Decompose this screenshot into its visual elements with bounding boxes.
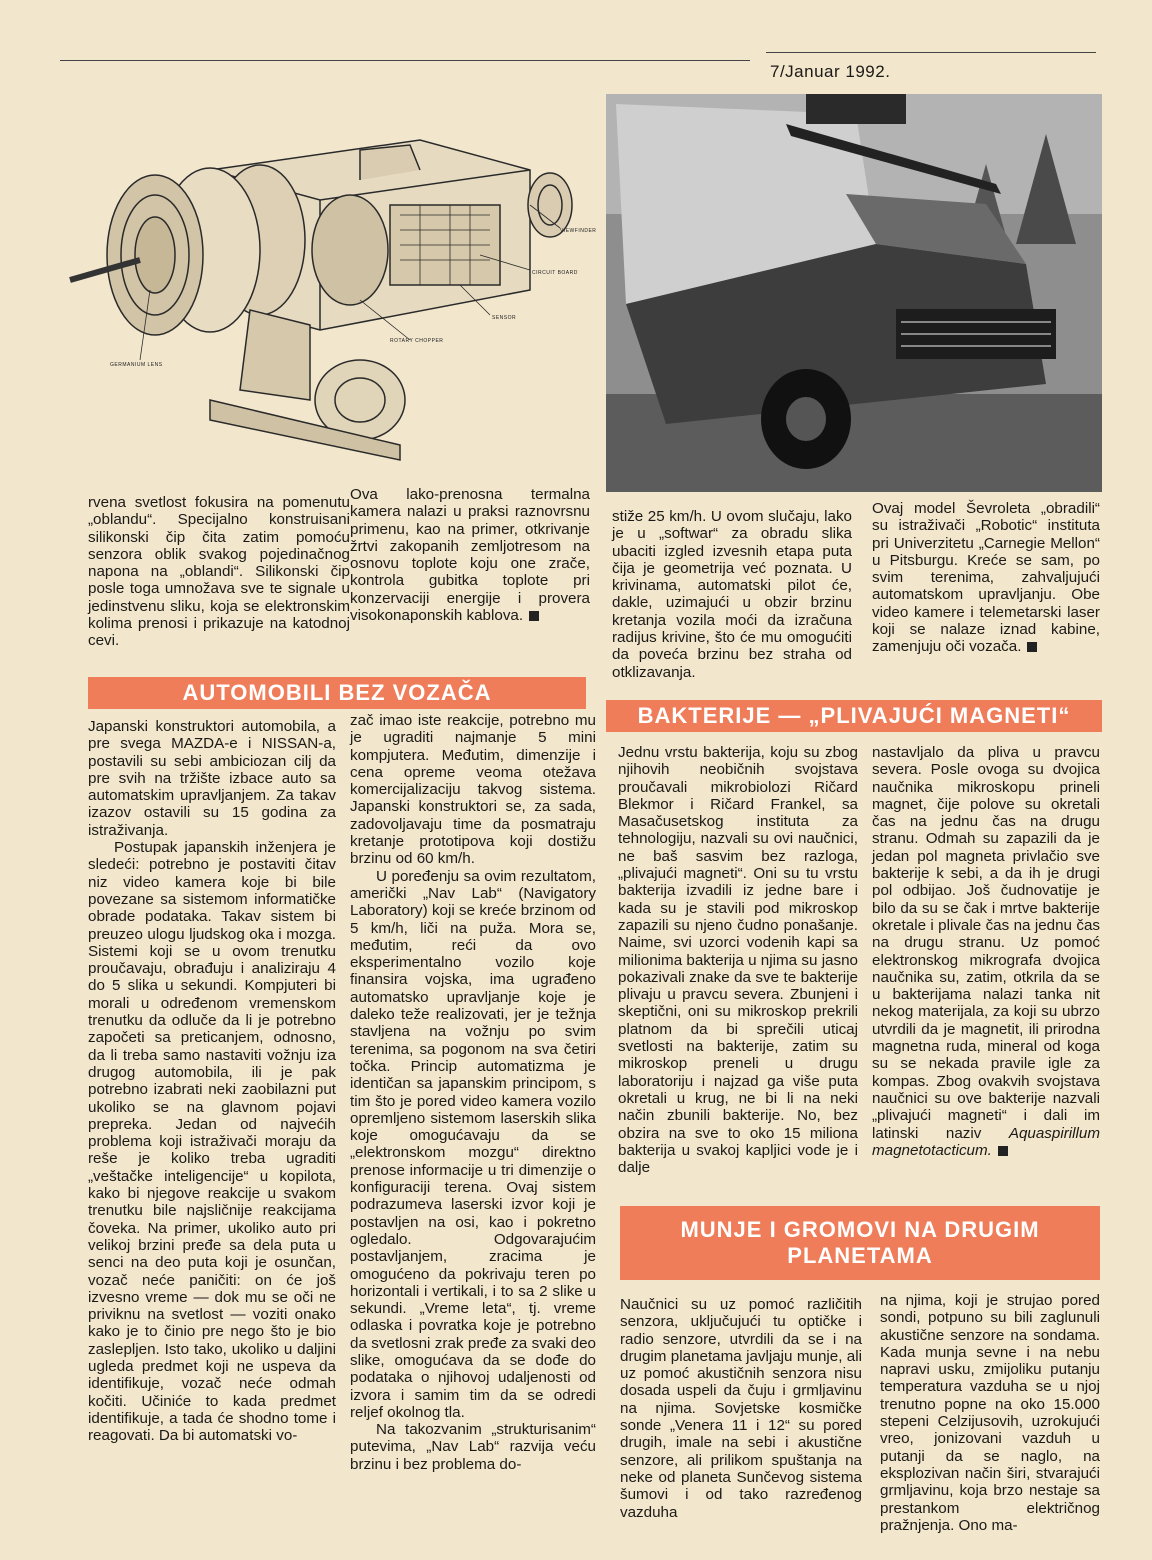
autos-article-col2-para1: zač imao iste reakcije, potrebno mu je ugraditi najmanje 5 mini kompjutera. Međutim, dimenzije i cena opreme veoma otežava komercijalizaciju takvog sistema. Japanski konstruktori se, za sada, zadovoljavaju time da posmatraju kretanje prototipova koji dostižu brzinu od 60 km/h. [350, 712, 596, 868]
autos-article-col2 [350, 712, 596, 1473]
bacteria-article-col2 [872, 744, 1100, 1159]
end-of-article-mark [529, 611, 539, 621]
bacteria-article-col1 [618, 744, 858, 1176]
van-photo-caption [872, 500, 1100, 656]
article-title-banner [620, 1206, 1100, 1280]
article-title-banner: AUTOMOBILI BEZ VOZAČA [88, 677, 586, 709]
label-sensor: SENSOR [492, 315, 517, 321]
autos-article-col3 [612, 508, 852, 681]
header-rule-left [60, 60, 750, 61]
lightning-article-col1 [620, 1296, 862, 1521]
label-viewfinder: VIEWFINDER [560, 228, 597, 234]
end-of-article-mark [998, 1146, 1008, 1156]
label-germanium-lens: GERMANIUM LENS [110, 362, 163, 368]
camera-article-col2 [350, 486, 590, 624]
bacteria-article-col2-text: nastavljalo da pliva u pravcu severa. Posle ovoga su dvojica naučnika mikroskopu prineli magnet, čije polove su okretali čas na jednu čas na drugu stranu. Odmah su zapazili da je jedan pol magneta privlačio sve bakterije k sebi, a da ih je drugi pol odbijao. Još čudnovatije je bilo da su se čak i mrtve bakterije okretale i plivale čas na jednu čas na drugu stranu. Uz pomoć elektronskog mikrografa dvojica naučnika su, zatim, otkrila da se u bakterijama nalazi tanka nit nekog materijala, za koji su ubrzo utvrdili da je magnetit, ili prirodna magnetna ruda, mineral od koga su se nekada pravile igle za kompas. Zbog ovakvih svojstava naučnici su ove bakterije nazvali „plivajući magneti“ i dali im latinski naziv Aquaspirillum magnetotacticum. [872, 744, 1100, 1159]
lightning-article-col1-text: Naučnici su uz pomoć različitih senzora, uključujući tu optičke i radio senzore, utvrdili da se i na drugim planetama javljaju munje, ali uz pomoć akustičnih senzora nisu dosada uspeli da čuju i grmljavinu na njima. Sovjetske kosmičke sonde „Venera 11 i 12“ su pored drugih, imale na sebi i akustične senzore, ali prilikom spuštanja na neke od planeta Sunčevog sistema šumovi i od tako razređenog vazduha [620, 1296, 862, 1521]
lightning-article-col2 [880, 1292, 1100, 1534]
bacteria-article-col1-text: Jednu vrstu bakterija, koju su zbog njihovih neobičnih svojstava proučavali mikrobiolozi Ričard Blekmor i Ričard Frankel, sa Masačusetskog instituta za tehnologiju, nazvali su ovi naučnici, ne baš sasvim bez razloga, „plivajući magneti“. Oni su tu vrstu bakterija izvadili iz jedne bare i kada su je stavili pod mikroskop zapazili su njeno čudno ponašanje. Naime, svi uzorci vodenih kapi sa milionima bakterija u njima su jasno pokazivali znake da sve te bakterije plivaju u pravcu severa. Zbunjeni i skeptični, oni su mikroskop prekrili platnom da bi sprečili uticaj svetlosti na bakterije, zatim su mikroskop preneli u drugu laboratoriju i najzad ga više puta okretali u krug, ne bi li na neki način zbunili bakterije. No, bez obzira na sve to oko 15 miliona bakterija u svakoj kapljici vode je i dalje [618, 744, 858, 1177]
header-rule-right [766, 52, 1096, 53]
issue-date: 7/Januar 1992. [770, 62, 891, 81]
lightning-article-col2-text: na njima, koji je strujao pored sondi, potpuno su bili zaglunuli akustične senzore na sondama. Kada munja sevne i na nebu napravi usku, zmijoliku putanju temperatura vazduha se u njoj trenutno popne na oko 15.000 stepeni Celzijusovih, uzrokujući vreo, jonizovani vazduh u putanji da se naglo, na eksplozivan način širi, stvarajući grmljavinu, koja brzo nestaje sa prestankom električnog pražnjenja. Ono ma- [880, 1292, 1100, 1534]
thermal-camera-illustration [60, 110, 600, 470]
camera-article-col1-text: rvena svetlost fokusira na pomenutu „oblandu“. Specijalno konstruisani silikonski čip čita zatim pomoću senzora oblik svakog pojedinačnog napona na „oblandi“. Silikonski čip posle toga umnožava sve te signale u jedinstvenu sliku, koja se elektronskim kolima prenosi i prikazuje na katodnoj cevi. [88, 494, 350, 650]
article-title-banner: BAKTERIJE — „PLIVAJUĆI MAGNETI“ [606, 700, 1102, 732]
end-of-article-mark [1027, 642, 1037, 652]
autos-article-col1 [88, 718, 336, 1444]
camera-article-col1 [88, 494, 350, 650]
autos-article-col1-para1: Japanski konstruktori automobila, a pre svega MAZDA-e i NISSAN-a, postavili su sebi ambiciozan cilj da pre svih na tržište izbace auto sa automatskim upravljanjem. Za takav izazov ostavili su 15 godina za istraživanja. [88, 718, 336, 839]
van-caption-text: Ovaj model Ševroleta „obradili“ su istraživači „Robotic“ instituta pri Univerzitetu „Carnegie Mellon“ u Pitsburgu. Kreće se sam, po svim terenima, zahvaljujući automatskom upravljanju. Obe video kamere i telemetarski laser koji se nalaze iznad kabine, zamenjuju oči vozača. [872, 500, 1100, 656]
autos-article-col2-para3: Na takozvanim „strukturisanim“ putevima, „Nav Lab“ razvija veću brzinu i bez problema do- [350, 1421, 596, 1473]
navlab-van-photo [606, 94, 1102, 492]
article-title-line1: MUNJE I GROMOVI NA DRUGIM [680, 1217, 1040, 1242]
article-title-line2: PLANETAMA [787, 1243, 933, 1268]
camera-article-col2-text: Ova lako-prenosna termalna kamera nalazi u praksi raznovrsnu primenu, kao na primer, otkrivanje žrtvi zakopanih zemljotresom na osnovu toplote koju one zrače, kontrola gubitka toplote pri konzervaciji energije i provera visokonaponskih kablova. [350, 486, 590, 625]
label-circuit-board: CIRCUIT BOARD [532, 270, 578, 276]
autos-article-col2-para2: U poređenju sa ovim rezultatom, američki „Nav Lab“ (Navigatory Laboratory) koji se kreće brzinom od 5 km/h, liči na puža. Mora se, međutim, reći da ovo eksperimentalno vozilo koje finansira vojska, ima ugrađeno automatsko upravljanje koje je daleko teže realizovati, jer je težnja stavljena na vožnju po svim terenima, sa pogonom na sva četiri točka. Princip automatizma je identičan sa japanskim principom, s tim što je pored video kamera vozilo opremljeno sistemom laserskih slika koje omogućavaju da se „elektronskom mozgu“ direktno prenose informacije u tri dimenzije o konfiguraciji terena. Ovaj sistem podrazumeva laserski izvor koji je postavljen na osi, kao i pokretno ogledalo. Odgovarajućim postavljanjem, zracima je omogućeno da pokrivaju teren po horizontali i vertikali, i to sa 2 slike u sekundi. „Vreme leta“, tj. vreme odlaska i povratka koje je potrebno da svetlosni zrak pređe za svaki deo slike, omogućava da se dođe do podataka o njihovoj udaljenosti od izvora i samim tim da se odredi reljef okolnog tla. [350, 867, 596, 1421]
autos-article-col1-para2: Postupak japanskih inženjera je sledeći: potrebno je postaviti čitav niz video kamera koje bi bile povezane sa sistemom informatičke obrade podataka. Takav sistem bi preuzeo ulogu ljudskog oka i mozga. Sistemi koji se u ovom trenutku proučavaju, obrađuju i analiziraju 4 do 5 slika u sekundi. Kompjuteri bi morali u određenom vremenskom trenutku da odluče da li je potrebno započeti sa preticanjem, odnosno, da li treba samo nastaviti vožnju iza drugog automobila, ili je pak potrebno izabrati neki zaobilazni put ukoliko se na glavnom pojavi prepreka. Jedan od najvećih problema koji istraživači moraju da reše je koliko treba ugraditi „veštačke inteligencije“ u kopilota, kako bi njegove reakcije u svakom trenutku bile najsličnije reakcijama čoveka. Na primer, ukoliko auto pri velikoj brzini pređe sa dela puta u senci na deo puta koji je osunčan, vozač neće paničiti: on će još izvesno vreme — dok mu se oči ne priviknu na svetlost — voziti onako kako je to činio pre nego što je bio zaslepljen. Isto tako, ukoliko u daljini ugleda predmet koji ne uspeva da identifikuje, vozač neće odmah kočiti. Učiniće to kada predmet identifikuje, a tada će shodno tome i reagovati. Da bi automatski vo- [88, 839, 336, 1445]
autos-article-col3-text: stiže 25 km/h. U ovom slučaju, lako je u „softwar“ za obradu slika ubaciti izgled izvesnih etapa puta čija je geometrija već poznata. U krivinama, automatski pilot će, dakle, uzimajući u obzir brzinu kretanja vozila moći da izračuna radijus krivine, što će mu omogućiti da poveća brzinu bez straha od otklizavanja. [612, 508, 852, 681]
van-photo-graphic [606, 94, 1102, 492]
camera-drawing [60, 110, 600, 470]
label-rotary-chopper: ROTARY CHOPPER [390, 338, 444, 344]
